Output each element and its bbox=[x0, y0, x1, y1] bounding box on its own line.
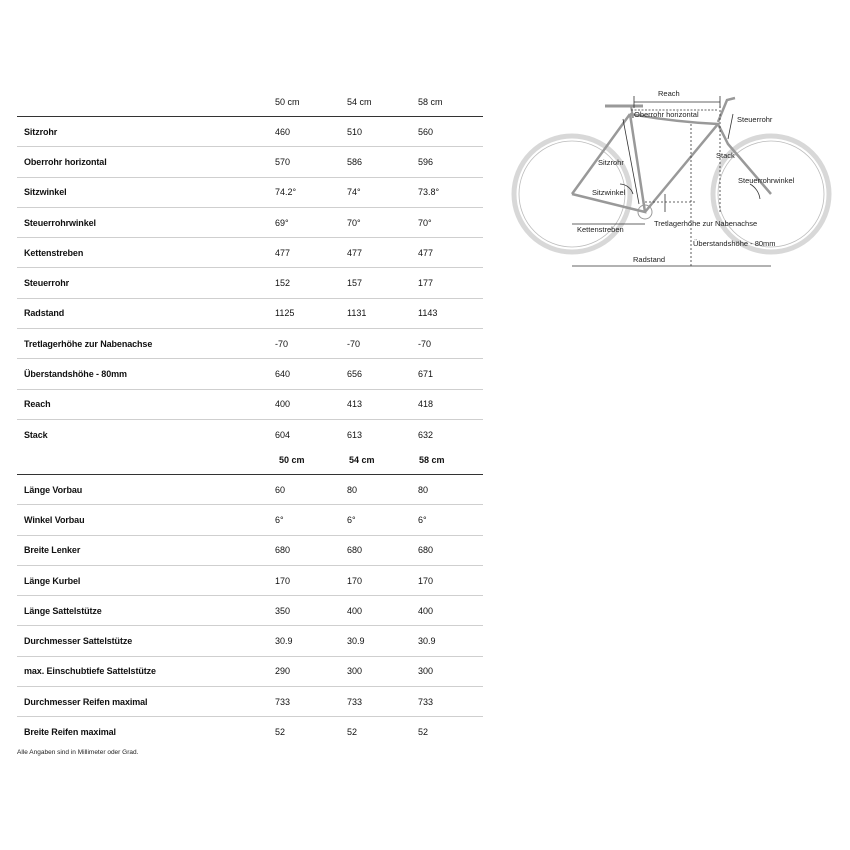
row-value: 6° bbox=[347, 514, 356, 525]
geometry-row bbox=[17, 390, 483, 420]
row-value: 477 bbox=[275, 247, 291, 258]
row-value: 477 bbox=[347, 247, 363, 258]
geometry-row bbox=[17, 359, 483, 389]
row-label: Sitzwinkel bbox=[24, 187, 67, 198]
row-label: Durchmesser Sattelstütze bbox=[24, 636, 133, 647]
row-label: Länge Sattelstütze bbox=[24, 605, 102, 616]
row-label: Breite Lenker bbox=[24, 545, 81, 556]
components-row bbox=[17, 475, 483, 505]
row-value: 477 bbox=[418, 247, 434, 258]
row-value: 6° bbox=[275, 514, 284, 525]
row-value: 69° bbox=[275, 217, 289, 228]
row-value: -70 bbox=[347, 338, 361, 349]
size-header-50: 50 cm bbox=[275, 96, 300, 107]
row-value: 680 bbox=[418, 545, 434, 556]
row-value: 560 bbox=[418, 126, 434, 137]
components-header-row bbox=[17, 446, 483, 475]
footnote: Alle Angaben sind in Millimeter oder Grad. bbox=[17, 749, 139, 756]
components-table bbox=[17, 446, 483, 747]
row-value: 52 bbox=[275, 727, 286, 738]
row-value: 80 bbox=[347, 484, 358, 495]
row-value: 613 bbox=[347, 429, 363, 440]
diagram-label-radstand: Radstand bbox=[633, 255, 666, 264]
components-row bbox=[17, 596, 483, 626]
diagram-label-stack: Stack bbox=[716, 151, 735, 160]
geometry-row bbox=[17, 420, 483, 449]
row-value: 1125 bbox=[275, 308, 295, 319]
row-value: 400 bbox=[347, 605, 363, 616]
row-value: 671 bbox=[418, 369, 434, 380]
row-value: 6° bbox=[418, 514, 427, 525]
row-value: 300 bbox=[347, 666, 363, 677]
row-value: 733 bbox=[275, 696, 291, 707]
bike-geometry-diagram bbox=[505, 84, 835, 274]
row-value: 74° bbox=[347, 187, 361, 198]
row-value: 460 bbox=[275, 126, 291, 137]
diagram-label-reach: Reach bbox=[658, 89, 680, 98]
geometry-row bbox=[17, 238, 483, 268]
row-label: Stack bbox=[24, 429, 48, 440]
row-label: Kettenstreben bbox=[24, 247, 84, 258]
row-label: Steuerrohr bbox=[24, 278, 70, 289]
geometry-row bbox=[17, 329, 483, 359]
size-header-54: 54 cm bbox=[347, 96, 372, 107]
row-value: 70° bbox=[418, 217, 432, 228]
row-value: 604 bbox=[275, 429, 291, 440]
row-label: Steuerrohrwinkel bbox=[24, 217, 96, 228]
row-label: Überstandshöhe - 80mm bbox=[24, 369, 127, 380]
geometry-table bbox=[17, 87, 483, 449]
row-value: 30.9 bbox=[275, 636, 293, 647]
row-value: 400 bbox=[418, 605, 434, 616]
size-header-58: 58 cm bbox=[419, 455, 445, 465]
row-value: 632 bbox=[418, 429, 434, 440]
components-row bbox=[17, 687, 483, 717]
row-value: 52 bbox=[347, 727, 358, 738]
geometry-row bbox=[17, 268, 483, 298]
size-header-54: 54 cm bbox=[349, 455, 375, 465]
row-label: Oberrohr horizontal bbox=[24, 156, 107, 167]
row-value: 418 bbox=[418, 399, 434, 410]
row-value: 570 bbox=[275, 156, 291, 167]
row-value: 73.8° bbox=[418, 187, 440, 198]
row-label: Breite Reifen maximal bbox=[24, 727, 116, 738]
row-value: 170 bbox=[418, 575, 434, 586]
row-label: Länge Kurbel bbox=[24, 575, 81, 586]
row-value: 1143 bbox=[418, 308, 438, 319]
row-value: 733 bbox=[418, 696, 434, 707]
size-header-58: 58 cm bbox=[418, 96, 443, 107]
row-value: 157 bbox=[347, 278, 363, 289]
row-value: 733 bbox=[347, 696, 363, 707]
row-value: 350 bbox=[275, 605, 291, 616]
row-value: 596 bbox=[418, 156, 434, 167]
row-label: Sitzrohr bbox=[24, 126, 58, 137]
row-label: Radstand bbox=[24, 308, 65, 319]
row-value: -70 bbox=[275, 338, 289, 349]
row-label: Durchmesser Reifen maximal bbox=[24, 696, 148, 707]
geometry-row bbox=[17, 299, 483, 329]
row-value: 177 bbox=[418, 278, 434, 289]
row-value: 680 bbox=[347, 545, 363, 556]
row-value: 510 bbox=[347, 126, 363, 137]
diagram-label-sitzrohr: Sitzrohr bbox=[598, 158, 624, 167]
row-value: 400 bbox=[275, 399, 291, 410]
geometry-row bbox=[17, 178, 483, 208]
row-value: 680 bbox=[275, 545, 291, 556]
geometry-row bbox=[17, 208, 483, 238]
row-value: 74.2° bbox=[275, 187, 297, 198]
size-header-50: 50 cm bbox=[279, 455, 305, 465]
row-value: 170 bbox=[275, 575, 291, 586]
diagram-label-oberrohr: Oberrohr horizontal bbox=[634, 110, 699, 119]
components-row bbox=[17, 505, 483, 535]
components-row bbox=[17, 536, 483, 566]
diagram-label-ueberstand: Überstandshöhe - 80mm bbox=[693, 239, 776, 248]
row-value: -70 bbox=[418, 338, 432, 349]
row-value: 152 bbox=[275, 278, 291, 289]
row-value: 290 bbox=[275, 666, 291, 677]
components-row bbox=[17, 657, 483, 687]
row-value: 80 bbox=[418, 484, 429, 495]
diagram-label-steuerrohrwinkel: Steuerrohrwinkel bbox=[738, 176, 795, 185]
row-value: 170 bbox=[347, 575, 363, 586]
row-value: 1131 bbox=[347, 308, 367, 319]
components-row bbox=[17, 717, 483, 746]
row-label: Reach bbox=[24, 399, 51, 410]
row-value: 70° bbox=[347, 217, 361, 228]
row-value: 586 bbox=[347, 156, 363, 167]
diagram-label-tretlager: Tretlagerhöhe zur Nabenachse bbox=[654, 219, 758, 228]
row-value: 413 bbox=[347, 399, 363, 410]
row-value: 640 bbox=[275, 369, 291, 380]
row-value: 30.9 bbox=[418, 636, 436, 647]
row-label: Länge Vorbau bbox=[24, 484, 83, 495]
row-label: Winkel Vorbau bbox=[24, 514, 85, 525]
geometry-row bbox=[17, 117, 483, 147]
diagram-label-sitzwinkel: Sitzwinkel bbox=[592, 188, 626, 197]
row-value: 52 bbox=[418, 727, 429, 738]
geometry-row bbox=[17, 147, 483, 177]
row-value: 30.9 bbox=[347, 636, 365, 647]
components-row bbox=[17, 566, 483, 596]
geometry-header-row bbox=[17, 87, 483, 117]
diagram-label-kettenstreben: Kettenstreben bbox=[577, 225, 624, 234]
row-value: 60 bbox=[275, 484, 286, 495]
components-row bbox=[17, 626, 483, 656]
row-value: 300 bbox=[418, 666, 434, 677]
row-label: Tretlagerhöhe zur Nabenachse bbox=[24, 338, 153, 349]
diagram-label-steuerrohr: Steuerrohr bbox=[737, 115, 773, 124]
row-label: max. Einschubtiefe Sattelstütze bbox=[24, 666, 156, 677]
row-value: 656 bbox=[347, 369, 363, 380]
